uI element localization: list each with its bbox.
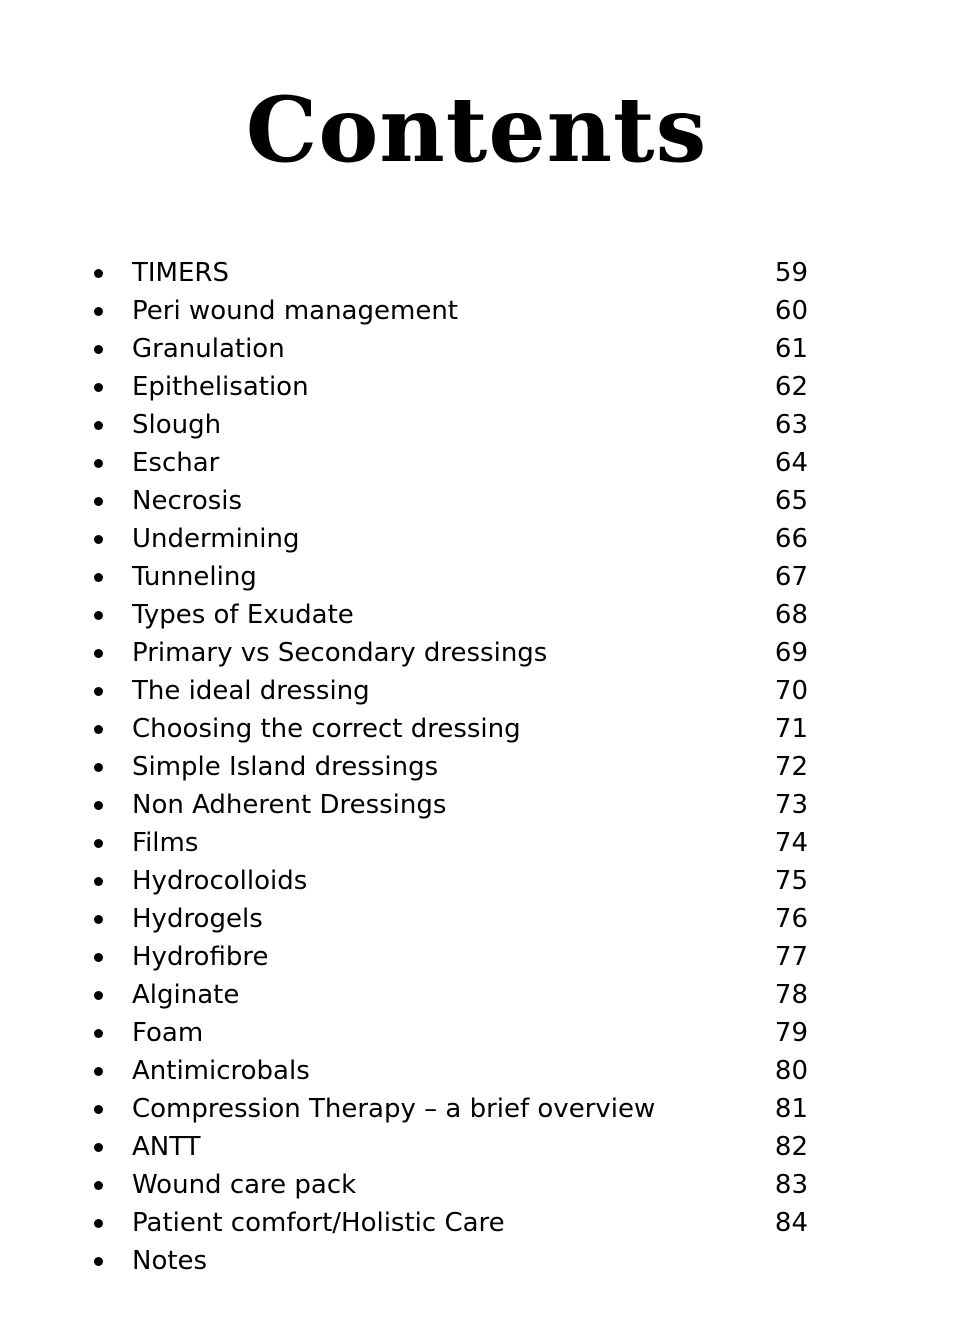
bullet-icon [94, 687, 103, 696]
bullet-icon [94, 611, 103, 620]
toc-entry-page: 75 [774, 866, 808, 896]
bullet-icon [94, 953, 103, 962]
toc-entry-title: Hydrocolloids [132, 866, 308, 896]
toc-entry-page: 69 [774, 638, 808, 668]
toc-entry-page: 65 [774, 486, 808, 516]
toc-entry[interactable] [92, 1014, 812, 1052]
table-of-contents [92, 254, 812, 1280]
toc-entry-page: 79 [774, 1018, 808, 1048]
bullet-icon [94, 307, 103, 316]
toc-entry[interactable] [92, 444, 812, 482]
bullet-icon [94, 1067, 103, 1076]
bullet-icon [94, 573, 103, 582]
toc-entry-title: Patient comfort/Holistic Care [132, 1208, 505, 1238]
toc-entry-page: 72 [774, 752, 808, 782]
bullet-icon [94, 1029, 103, 1038]
toc-entry[interactable] [92, 330, 812, 368]
bullet-icon [94, 991, 103, 1000]
toc-entry-page: 74 [774, 828, 808, 858]
toc-entry-page: 78 [774, 980, 808, 1010]
toc-entry[interactable] [92, 900, 812, 938]
toc-entry-title: Undermining [132, 524, 300, 554]
toc-entry-title: Non Adherent Dressings [132, 790, 447, 820]
bullet-icon [94, 877, 103, 886]
toc-entry-page: 59 [774, 258, 808, 288]
toc-entry[interactable] [92, 824, 812, 862]
toc-entry-page: 62 [774, 372, 808, 402]
bullet-icon [94, 839, 103, 848]
toc-entry[interactable] [92, 558, 812, 596]
bullet-icon [94, 535, 103, 544]
toc-entry-title: ANTT [132, 1132, 201, 1162]
toc-entry[interactable] [92, 786, 812, 824]
toc-entry-page: 81 [774, 1094, 808, 1124]
toc-entry[interactable] [92, 368, 812, 406]
toc-entry-page: 76 [774, 904, 808, 934]
toc-entry-title: Hydrofibre [132, 942, 269, 972]
toc-entry[interactable] [92, 748, 812, 786]
toc-entry-title: Wound care pack [132, 1170, 357, 1200]
bullet-icon [94, 801, 103, 810]
toc-entry-page: 82 [774, 1132, 808, 1162]
toc-entry-title: Notes [132, 1246, 208, 1276]
toc-entry[interactable] [92, 596, 812, 634]
toc-entry-page: 71 [774, 714, 808, 744]
toc-entry[interactable] [92, 1204, 812, 1242]
toc-entry-title: Compression Therapy – a brief overview [132, 1094, 656, 1124]
bullet-icon [94, 915, 103, 924]
toc-entry-page: 83 [774, 1170, 808, 1200]
toc-entry-page: 77 [774, 942, 808, 972]
page-title: Contents [245, 77, 708, 184]
bullet-icon [94, 1257, 103, 1266]
toc-entry-title: Necrosis [132, 486, 243, 516]
toc-entry[interactable] [92, 1090, 812, 1128]
toc-entry[interactable] [92, 634, 812, 672]
bullet-icon [94, 269, 103, 278]
toc-entry-title: Tunneling [132, 562, 257, 592]
toc-entry-title: Granulation [132, 334, 285, 364]
bullet-icon [94, 1143, 103, 1152]
bullet-icon [94, 421, 103, 430]
toc-entry[interactable] [92, 520, 812, 558]
toc-entry[interactable] [92, 1128, 812, 1166]
toc-entry[interactable] [92, 482, 812, 520]
toc-entry[interactable] [92, 710, 812, 748]
toc-entry[interactable] [92, 1052, 812, 1090]
bullet-icon [94, 497, 103, 506]
bullet-icon [94, 763, 103, 772]
toc-entry-page: 61 [774, 334, 808, 364]
toc-entry-title: Foam [132, 1018, 204, 1048]
toc-entry[interactable] [92, 862, 812, 900]
toc-entry[interactable] [92, 1242, 812, 1280]
toc-entry-page: 66 [774, 524, 808, 554]
toc-entry-title: Primary vs Secondary dressings [132, 638, 548, 668]
toc-entry[interactable] [92, 292, 812, 330]
toc-entry-title: Peri wound management [132, 296, 458, 326]
toc-entry-page: 63 [774, 410, 808, 440]
bullet-icon [94, 1105, 103, 1114]
toc-entry-title: Slough [132, 410, 222, 440]
toc-entry-title: Eschar [132, 448, 220, 478]
toc-entry-page: 84 [774, 1208, 808, 1238]
toc-entry[interactable] [92, 938, 812, 976]
toc-entry-title: The ideal dressing [132, 676, 370, 706]
toc-entry-title: Simple Island dressings [132, 752, 439, 782]
toc-entry-title: Epithelisation [132, 372, 309, 402]
toc-entry-title: Choosing the correct dressing [132, 714, 521, 744]
toc-entry[interactable] [92, 1166, 812, 1204]
bullet-icon [94, 725, 103, 734]
toc-entry-page: 68 [774, 600, 808, 630]
toc-entry[interactable] [92, 254, 812, 292]
toc-entry[interactable] [92, 672, 812, 710]
toc-entry[interactable] [92, 406, 812, 444]
bullet-icon [94, 383, 103, 392]
toc-entry-title: Hydrogels [132, 904, 263, 934]
toc-entry-page: 67 [774, 562, 808, 592]
toc-entry-title: Alginate [132, 980, 240, 1010]
toc-entry-page: 73 [774, 790, 808, 820]
toc-entry[interactable] [92, 976, 812, 1014]
toc-entry-page: 60 [774, 296, 808, 326]
toc-entry-page: 64 [774, 448, 808, 478]
toc-entry-title: Types of Exudate [132, 600, 354, 630]
toc-entry-page: 80 [774, 1056, 808, 1086]
bullet-icon [94, 459, 103, 468]
bullet-icon [94, 1219, 103, 1228]
bullet-icon [94, 345, 103, 354]
toc-entry-title: TIMERS [132, 258, 229, 288]
toc-entry-title: Antimicrobals [132, 1056, 310, 1086]
toc-entry-title: Films [132, 828, 199, 858]
toc-entry-page: 70 [774, 676, 808, 706]
bullet-icon [94, 649, 103, 658]
bullet-icon [94, 1181, 103, 1190]
